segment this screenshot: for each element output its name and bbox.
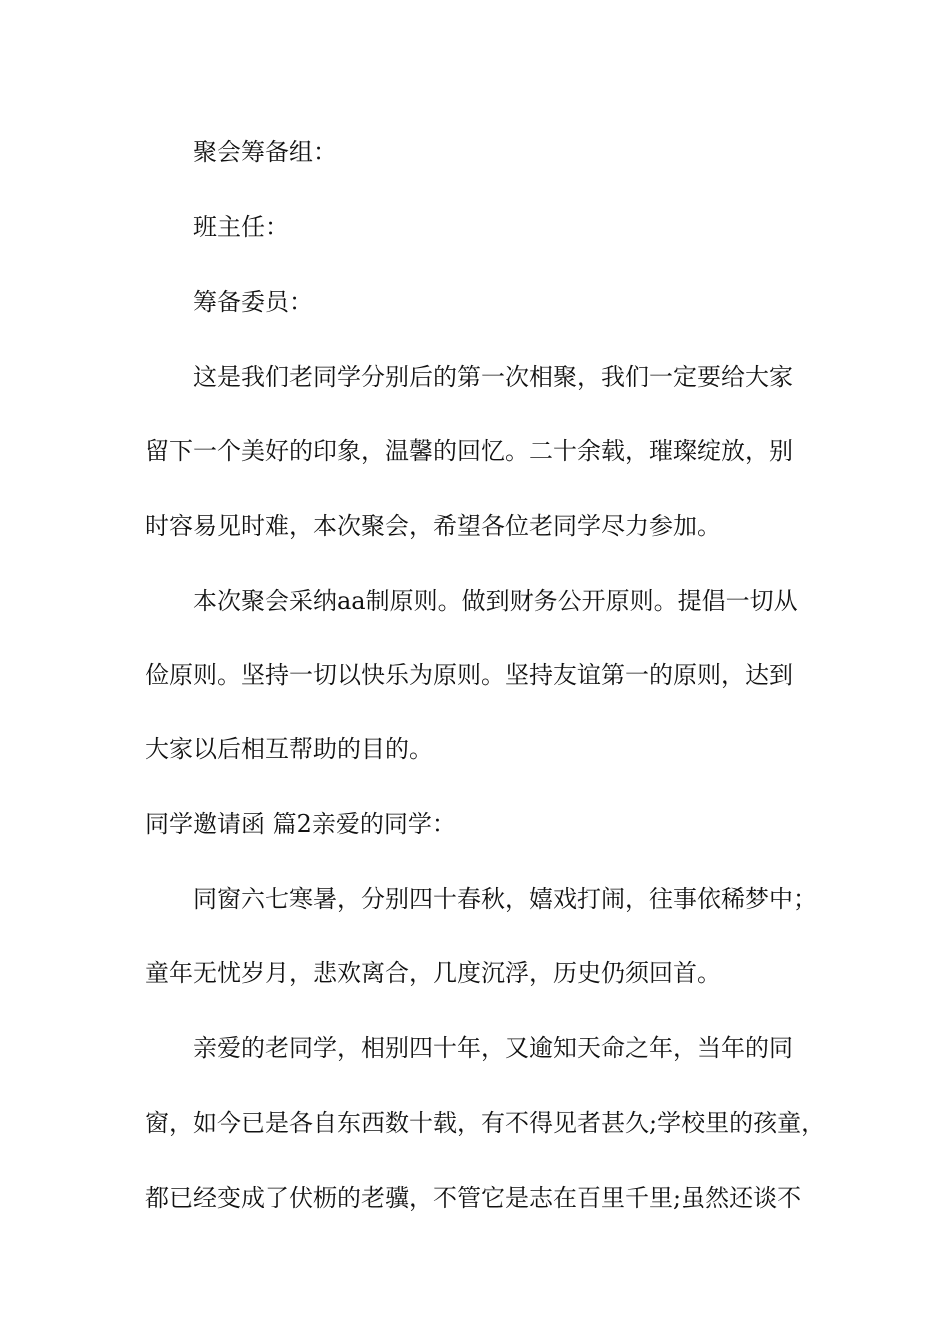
- text-line: 亲爱的老同学，相别四十年，又逾知天命之年，当年的同: [193, 1034, 793, 1062]
- text-line: 时容易见时难，本次聚会，希望各位老同学尽力参加。: [145, 512, 721, 540]
- section-heading: 同学邀请函 篇2亲爱的同学：: [145, 810, 456, 838]
- text-line: 聚会筹备组：: [193, 138, 337, 166]
- text-line: 大家以后相互帮助的目的。: [145, 735, 433, 763]
- text-line: 同窗六七寒暑，分别四十春秋，嬉戏打闹，往事依稀梦中；: [193, 885, 817, 913]
- text-line: 都已经变成了伏枥的老骥，不管它是志在百里千里;虽然还谈不: [145, 1184, 802, 1212]
- text-line: 这是我们老同学分别后的第一次相聚，我们一定要给大家: [193, 363, 793, 391]
- text-line: 本次聚会采纳aa制原则。做到财务公开原则。提倡一切从: [193, 587, 798, 615]
- text-line: 班主任：: [193, 213, 289, 241]
- text-line: 窗，如今已是各自东西数十载，有不得见者甚久;学校里的孩童，: [145, 1109, 826, 1137]
- text-line: 俭原则。坚持一切以快乐为原则。坚持友谊第一的原则，达到: [145, 661, 793, 689]
- text-line: 留下一个美好的印象，温馨的回忆。二十余载，璀璨绽放，别: [145, 437, 793, 465]
- text-line: 童年无忧岁月，悲欢离合，几度沉浮，历史仍须回首。: [145, 959, 721, 987]
- text-line: 筹备委员：: [193, 288, 313, 316]
